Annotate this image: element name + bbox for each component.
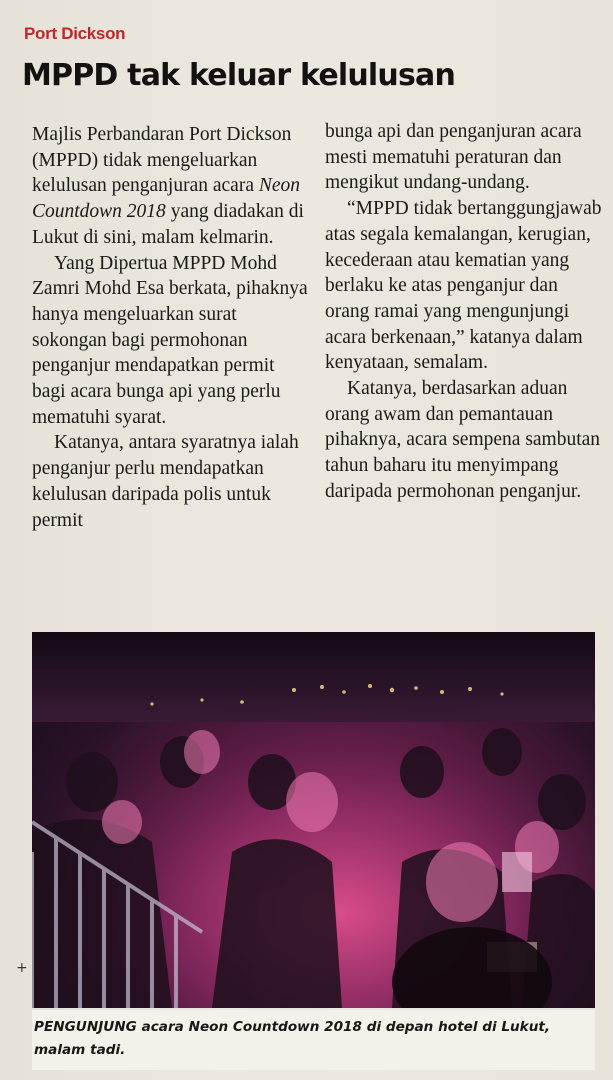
caption-lead: PENGUNJUNG — [34, 1019, 137, 1035]
registration-mark: + — [16, 960, 28, 976]
paragraph-3: Katanya, antara syaratnya ialah penganjur perlu mendapatkan kelulusan daripada polis untuk permit — [32, 432, 299, 531]
article-column-left — [32, 122, 312, 533]
headline: MPPD tak keluar kelulusan — [22, 58, 456, 93]
caption-text: acara Neon Countdown 2018 di depan hotel di Lukut, malam tadi. — [34, 1019, 551, 1058]
article-column-right — [325, 119, 605, 505]
section-label: Port Dickson — [24, 24, 126, 43]
paragraph-2: Yang Dipertua MPPD Mohd Zamri Mohd Esa berkata, pihaknya hanya mengeluarkan surat sokongan bagi permohonan penganjur mendapatkan permit bagi acara bunga api yang perlu mematuhi syarat. — [32, 252, 308, 428]
paragraph-1 — [32, 122, 312, 251]
paragraph-1-start: Majlis Perbandaran Port Dickson (MPPD) tidak mengeluarkan kelulusan penganjuran acara — [32, 124, 292, 197]
paragraph-5-quote: “MPPD tidak bertanggungjawab atas segala kemalangan, kerugian, kecederaan atau kematian yang berlaku ke atas penganjur dan orang ramai yang mengunjungi acara berkenaan,” katanya dalam kenyataan, semalam. — [325, 198, 602, 374]
photo-caption — [32, 1010, 595, 1070]
paragraph-6: Katanya, berdasarkan aduan orang awam dan pemantauan pihaknya, acara sempena sambutan tahun baharu itu menyimpang daripada permohonan penganjur. — [325, 378, 601, 502]
crowd-photo — [32, 632, 595, 1008]
paragraph-1-end: yang diadakan di Lukut di sini, malam kelmarin. — [32, 201, 304, 248]
event-name: Neon Countdown 2018 — [32, 175, 301, 223]
crowd-photo-illustration — [32, 632, 595, 1008]
paragraph-4: bunga api dan penganjuran acara mesti mematuhi peraturan dan mengikut undang-undang. — [325, 121, 582, 194]
